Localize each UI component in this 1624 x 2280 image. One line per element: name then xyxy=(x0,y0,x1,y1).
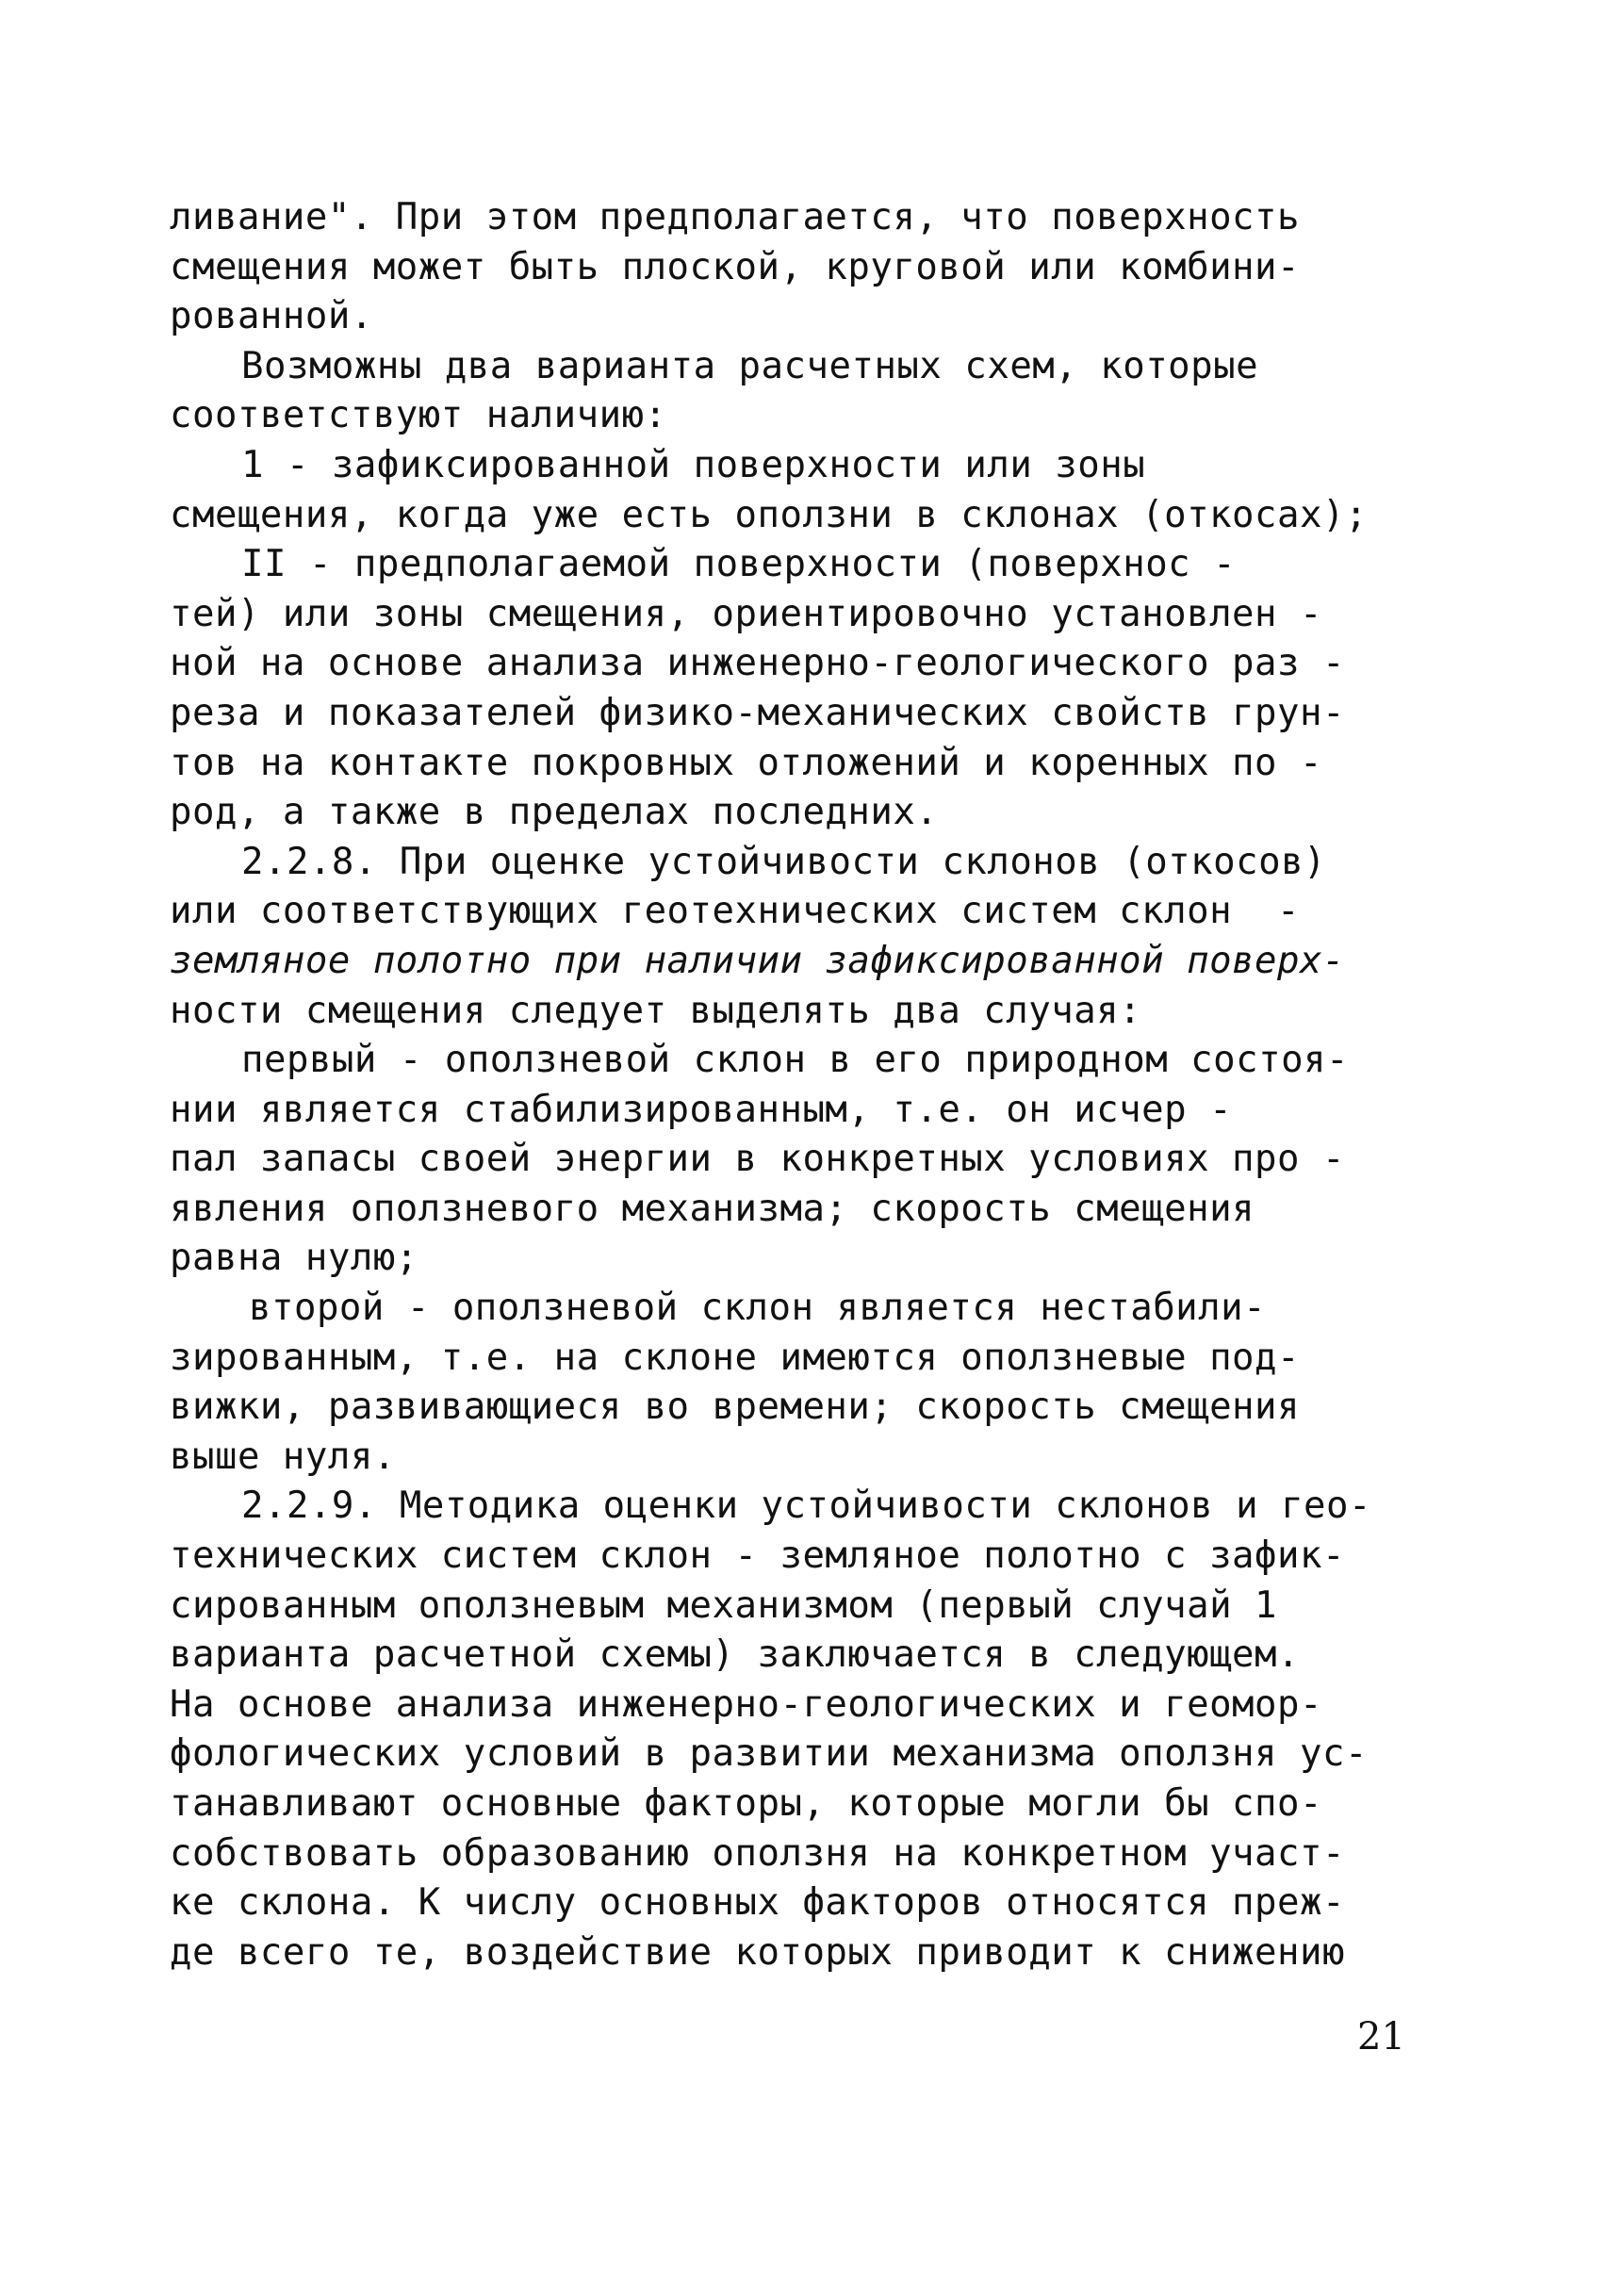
text-line: реза и показателей физико-механических свойств грун- xyxy=(170,691,1345,734)
text-line: соответствуют наличию: xyxy=(170,394,667,437)
body-text xyxy=(170,193,1423,1977)
paragraph-6 xyxy=(170,1036,1423,1284)
text-line: второй - оползневой склон является нестабили- xyxy=(249,1287,1267,1330)
text-line: II - предполагаемой поверхности (поверхнос - xyxy=(241,543,1237,586)
text-line: явления оползневого механизма; скорость смещения xyxy=(170,1187,1255,1230)
paragraph-7 xyxy=(170,1284,1423,1482)
text-line: смещения, когда уже есть оползни в склонах (откосах); xyxy=(170,493,1368,536)
text-line: земляное полотно при наличии зафиксированной поверх- xyxy=(170,939,1345,982)
text-line: сированным оползневым механизмом (первый случай 1 xyxy=(170,1583,1278,1627)
text-line: нии является стабилизированным, т.е. он исчер - xyxy=(170,1088,1233,1131)
text-line: ной на основе анализа инженерно-геологического раз - xyxy=(170,642,1345,685)
paragraph-4 xyxy=(170,540,1423,838)
paragraph-3 xyxy=(170,441,1423,540)
paragraph-2 xyxy=(170,342,1423,441)
text-line: ности смещения следует выделять два случая: xyxy=(170,989,1142,1032)
text-line: де всего те, воздействие которых приводит к снижению xyxy=(170,1930,1345,1974)
text-line: Возможны два варианта расчетных схем, которые xyxy=(241,344,1259,387)
paragraph-1 xyxy=(170,193,1423,342)
text-line: технических систем склон - земляное полотно с зафик- xyxy=(170,1534,1345,1578)
text-line: танавливают основные факторы, которые могли бы спо- xyxy=(170,1782,1322,1825)
text-line: фологических условий в развитии механизма оползня ус- xyxy=(170,1732,1368,1776)
text-line: смещения может быть плоской, круговой или комбини- xyxy=(170,245,1300,288)
text-line: или соответствующих геотехнических систем склон - xyxy=(170,890,1300,933)
text-line: рованной. xyxy=(170,295,373,338)
text-line: собствовать образованию оползня на конкретном участ- xyxy=(170,1831,1345,1875)
paragraph-8 xyxy=(170,1482,1423,1977)
text-line: На основе анализа инженерно-геологических и геомор- xyxy=(170,1682,1322,1726)
text-line: выше нуля. xyxy=(170,1435,396,1478)
text-line: варианта расчетной схемы) заключается в следующем. xyxy=(170,1633,1300,1677)
text-line: вижки, развивающиеся во времени; скорость смещения xyxy=(170,1386,1300,1429)
text-line: ке склона. К числу основных факторов относятся преж- xyxy=(170,1881,1345,1925)
text-line: род, а также в пределах последних. xyxy=(170,791,939,834)
text-line: зированным, т.е. на склоне имеются оползневые под- xyxy=(170,1336,1300,1379)
text-line: равна нулю; xyxy=(170,1237,418,1280)
page-number: 21 xyxy=(1357,2015,1405,2059)
paragraph-5 xyxy=(170,838,1423,1036)
text-line: первый - оползневой склон в его природном состоя- xyxy=(241,1039,1350,1082)
text-line: пал запасы своей энергии в конкретных условиях про - xyxy=(170,1138,1345,1181)
text-line: 1 - зафиксированной поверхности или зоны xyxy=(241,443,1146,486)
text-line: 2.2.8. При оценке устойчивости склонов (откосов) xyxy=(241,840,1327,883)
text-line: тов на контакте покровных отложений и коренных по - xyxy=(170,741,1322,784)
text-line: ливание". При этом предполагается, что поверхность xyxy=(170,196,1300,238)
text-line: тей) или зоны смещения, ориентировочно установлен - xyxy=(170,592,1322,635)
text-line: 2.2.9. Методика оценки устойчивости склонов и гео- xyxy=(241,1484,1371,1528)
